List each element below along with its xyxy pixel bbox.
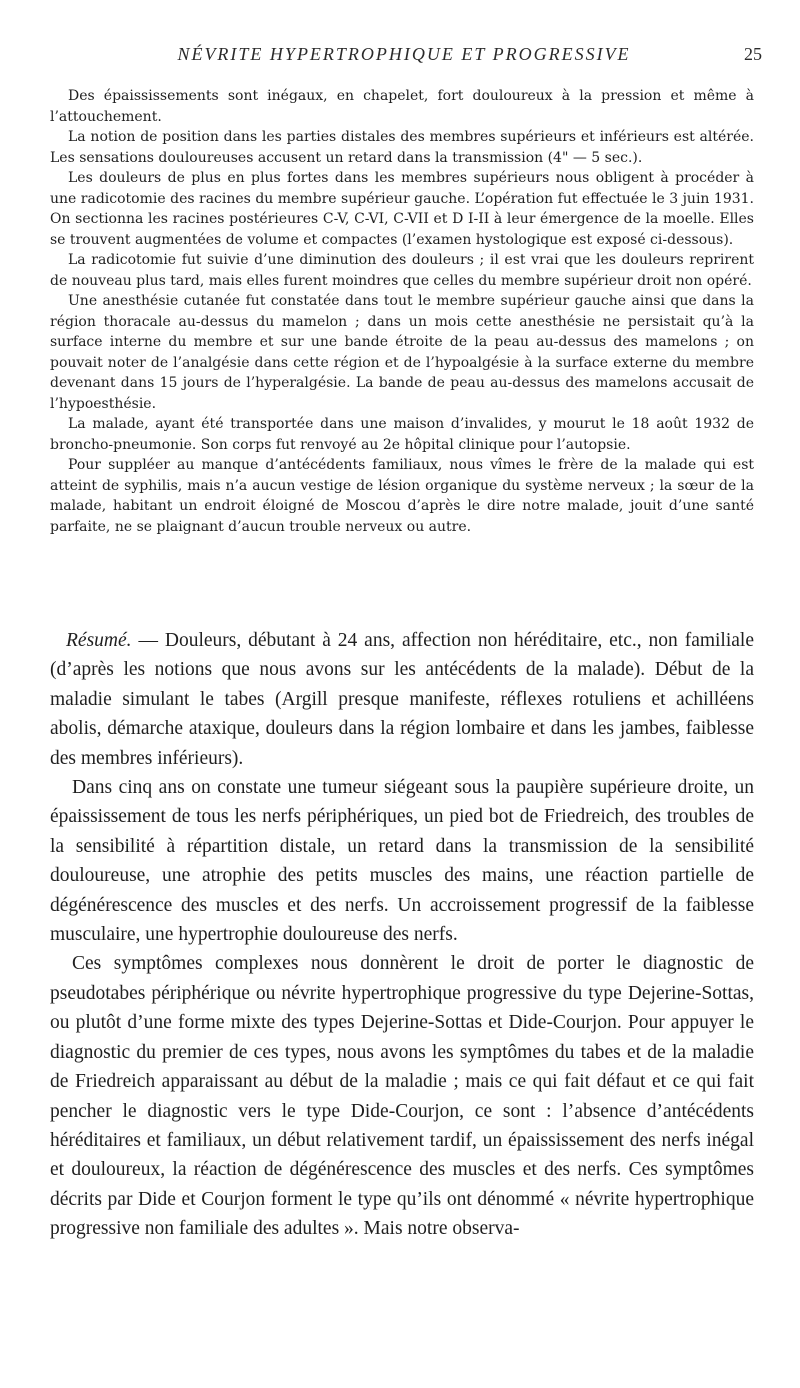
- paragraph: Les douleurs de plus en plus fortes dans les membres supérieurs nous obligent à procéder à une radicotomie des racines du membre supérieur gauche. L’opération fut effectuée le 3 juin 1931. On sectionna les racines postérieures C-V, C-VI, C-VII et D I-II à leur émergence de la moelle. Elles se trouvent augmentées de volume et compactes (l’examen hystologique est exposé ci-dessous).: [50, 170, 754, 248]
- paragraph: La radicotomie fut suivie d’une diminution des douleurs ; il est vrai que les douleurs reprirent de nouveau plus tard, mais elles furent moindres que celles du membre supérieur droit non opéré.: [50, 252, 754, 289]
- resume-text: — Douleurs, débutant à 24 ans, affection non héréditaire, etc., non familiale (d’après les notions que nous avons sur les antécédents de la malade). Début de la maladie simulant le tabes (Argill presque manifeste, réflexes rotuliens et achilléens abolis, démarche ataxique, douleurs dans la région lombaire et dans les jambes, faiblesse des membres inférieurs).: [50, 630, 754, 769]
- paragraph: La notion de position dans les parties distales des membres supérieurs et inférieurs est altérée. Les sensations douloureuses accusent un retard dans la transmission (4" — 5 sec.).: [50, 129, 754, 166]
- resume-label: Résumé.: [66, 630, 132, 651]
- case-history: [50, 86, 754, 537]
- page-number: 25: [744, 44, 762, 64]
- paragraph: Des épaississements sont inégaux, en chapelet, fort douloureux à la pression et même à l’attouchement.: [50, 88, 754, 125]
- summary-section: [50, 626, 754, 1244]
- paragraph: La malade, ayant été transportée dans une maison d’invalides, y mourut le 18 août 1932 de broncho-pneumonie. Son corps fut renvoyé au 2e hôpital clinique pour l’autopsie.: [50, 416, 754, 453]
- paragraph: Pour suppléer au manque d’antécédents familiaux, nous vîmes le frère de la malade qui est atteint de syphilis, mais n’a aucun vestige de lésion organique du système nerveux ; la sœur de la malade, habitant un endroit éloigné de Moscou d’après le dire notre malade, jouit d’une santé parfaite, ne se plaignant d’aucun trouble nerveux ou autre.: [50, 457, 754, 535]
- resume-paragraph: [50, 626, 754, 773]
- running-title: NÉVRITE HYPERTROPHIQUE ET PROGRESSIVE: [177, 44, 631, 64]
- running-head: [48, 44, 760, 74]
- paragraph: Une anesthésie cutanée fut constatée dans tout le membre supérieur gauche ainsi que dans la région thoracale au-dessus du mamelon ; dans un mois cette anesthésie ne persistait qu’à la surface interne du membre et sur une bande étroite de la peau au-dessus des mamelons ; on pouvait noter de l’analgésie dans cette région et de l’hypoalgésie à la surface externe du membre devenant dans 15 jours de l’hyperalgésie. La bande de peau au-dessus des mamelons accusait de l’hypoesthésie.: [50, 293, 754, 412]
- paragraph: Ces symptômes complexes nous donnèrent le droit de porter le diagnostic de pseudotabes périphérique ou névrite hypertrophique progressive du type Dejerine-Sottas, ou plutôt d’une forme mixte des types Dejerine-Sottas et Dide-Courjon. Pour appuyer le diagnostic du premier de ces types, nous avons les symptômes du tabes et de la maladie de Friedreich apparaissant au début de la maladie ; mais ce qui fait défaut et ce qui fait pencher le diagnostic vers le type Dide-Courjon, ce sont : l’absence d’antécédents héréditaires et familiaux, un début relativement tardif, un épaississement des nerfs inégal et douloureux, la réaction de dégénérescence des muscles et des nerfs. Ces symptômes décrits par Dide et Courjon forment le type qu’ils ont dénommé « névrite hypertrophique progressive non familiale des adultes ». Mais notre observa-: [50, 953, 754, 1240]
- paragraph: Dans cinq ans on constate une tumeur siégeant sous la paupière supérieure droite, un épaississement de tous les nerfs périphériques, un pied bot de Friedreich, des troubles de la sensibilité à répartition distale, un retard dans la transmission de la sensibilité douloureuse, une atrophie des petits muscles des mains, une réaction partielle de dégénérescence des muscles et des nerfs. Un accroissement progressif de la faiblesse musculaire, une hypertrophie douloureuse des nerfs.: [50, 777, 754, 946]
